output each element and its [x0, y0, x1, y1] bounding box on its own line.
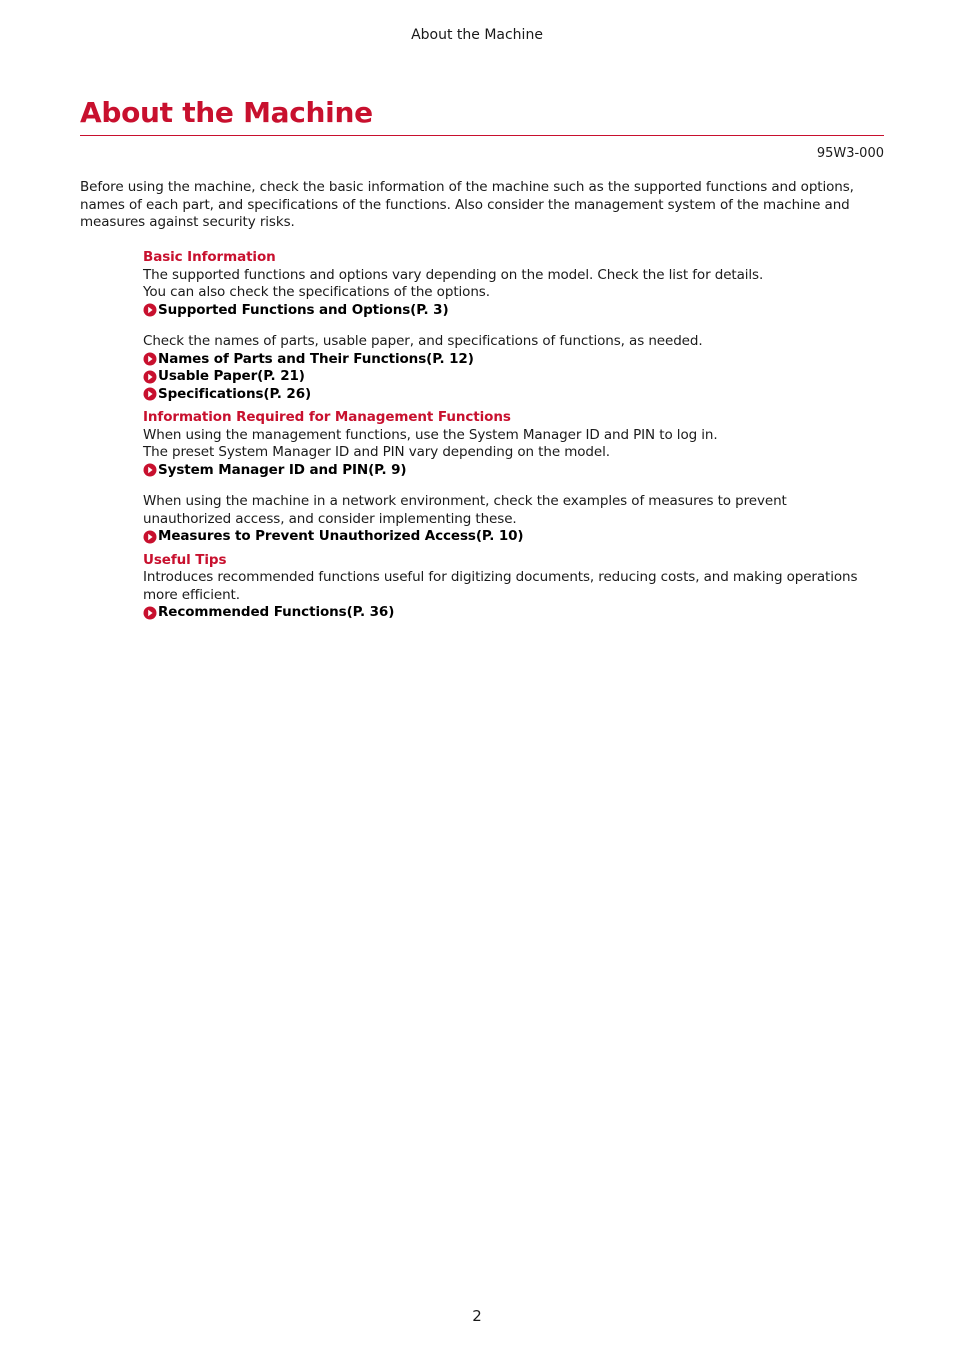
link-supported-functions[interactable]: [143, 302, 883, 320]
arrow-circle-icon: [143, 303, 157, 317]
link-label: Recommended Functions(P. 36): [158, 604, 395, 620]
link-label: Supported Functions and Options(P. 3): [158, 301, 449, 318]
section-heading-management-functions: Information Required for Management Functions: [143, 409, 511, 425]
arrow-circle-icon: [143, 463, 157, 477]
section-text-line: Introduces recommended functions useful for digitizing documents, reducing costs, and making operations more efficient.: [143, 569, 858, 603]
section-text-line: When using the management functions, use the System Manager ID and PIN to log in.: [143, 426, 718, 443]
arrow-circle-icon: [143, 606, 157, 620]
section-text-line: Check the names of parts, usable paper, and specifications of functions, as needed.: [143, 333, 703, 349]
section-text-line: When using the machine in a network environment, check the examples of measures to prevent unauthorized access, and consider implementing these.: [143, 493, 787, 527]
section-heading-useful-tips: Useful Tips: [143, 551, 227, 568]
document-id: 95W3-000: [816, 146, 884, 161]
section-text-line: You can also check the specifications of the options.: [143, 284, 490, 300]
section-text-line: The supported functions and options vary depending on the model. Check the list for details.: [143, 266, 764, 283]
arrow-circle-icon: [143, 387, 157, 401]
arrow-circle-icon: [143, 530, 157, 544]
link-label: Specifications(P. 26): [158, 385, 312, 402]
link-system-manager-id[interactable]: [143, 462, 883, 480]
link-label: Measures to Prevent Unauthorized Access(P. 10): [158, 528, 524, 544]
page-number: 2: [472, 1307, 482, 1325]
arrow-circle-icon: [143, 352, 157, 366]
link-label: System Manager ID and PIN(P. 9): [158, 461, 407, 478]
link-recommended-functions[interactable]: [143, 604, 883, 622]
link-measures-unauthorized-access[interactable]: [143, 528, 883, 546]
section-text-line: The preset System Manager ID and PIN vary depending on the model.: [143, 444, 610, 460]
link-names-of-parts[interactable]: [143, 351, 883, 369]
arrow-circle-icon: [143, 370, 157, 384]
running-header: About the Machine: [411, 27, 543, 43]
link-specifications[interactable]: [143, 386, 883, 404]
link-label: Usable Paper(P. 21): [158, 368, 305, 384]
link-label: Names of Parts and Their Functions(P. 12): [158, 350, 474, 367]
content-body: [143, 249, 883, 622]
section-heading-basic-information: Basic Information: [143, 249, 276, 265]
page-title: About the Machine: [80, 96, 373, 129]
title-divider: [80, 135, 884, 136]
link-usable-paper[interactable]: [143, 368, 883, 386]
intro-paragraph: Before using the machine, check the basic information of the machine such as the supported functions and options, names of each part, and specifications of the functions. Also consider the management system of the machine and measures against security risks.: [80, 179, 854, 230]
